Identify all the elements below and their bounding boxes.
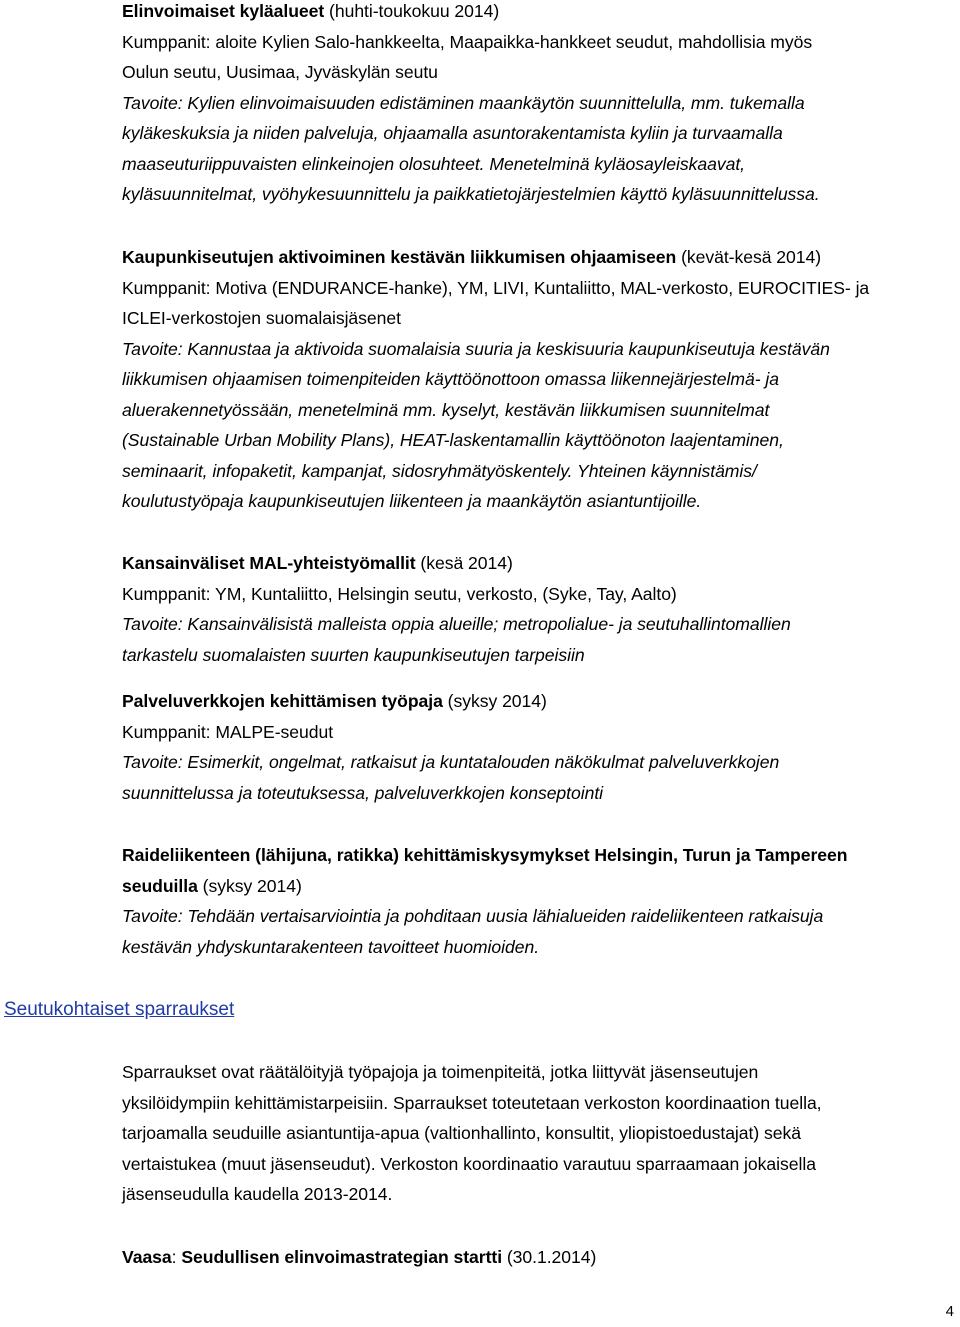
goal-line: (Sustainable Urban Mobility Plans), HEAT-laskentamallin käyttöönoton laajentaminen, bbox=[122, 430, 784, 450]
goal-line: kyläkeskuksia ja niiden palveluja, ohjaamalla asuntorakentamista kyliin ja turvaamalla bbox=[122, 123, 783, 143]
goal-line: Tavoite: Kannustaa ja aktivoida suomalaisia suuria ja keskisuuria kaupunkiseutuja kestävän bbox=[122, 338, 830, 359]
goal-line: Tavoite: Kansainvälisistä malleista oppia alueille; metropolialue- ja seutuhallintomallien bbox=[122, 614, 791, 634]
goal-line: maaseuturiippuvaisten elinkeinojen olosuhteet. Menetelminä kyläosayleiskaavat, bbox=[122, 153, 745, 174]
goal-line: aluerakennetyössään, menetelminä mm. kyselyt, kestävän liikkumisen suunnitelmat bbox=[122, 399, 770, 420]
partners-line: Kumppanit: MALPE-seudut bbox=[122, 721, 334, 742]
goal-line: Tavoite: Kylien elinvoimaisuuden edistäminen maankäytön suunnittelulla, mm. tukemalla bbox=[122, 92, 805, 113]
goal-line: seminaarit, infopaketit, kampanjat, sidosryhmätyöskentely. Yhteinen käynnistämis/ bbox=[122, 460, 757, 481]
partners-line: Kumppanit: aloite Kylien Salo-hankkeelta, Maapaikka-hankkeet seudut, mahdollisia myös bbox=[122, 31, 813, 52]
section-title: Palveluverkkojen kehittämisen työpaja (syksy 2014) bbox=[122, 691, 547, 711]
partners-line: Oulun seutu, Uusimaa, Jyväskylän seutu bbox=[122, 62, 438, 82]
goal-line: kyläsuunnitelmat, vyöhykesuunnittelu ja paikkatietojärjestelmien käyttö kyläsuunnittelussa. bbox=[122, 184, 820, 204]
goal-line: kestävän yhdyskuntarakenteen tavoitteet huomioiden. bbox=[122, 936, 540, 957]
goal-line: suunnittelussa ja toteutuksessa, palveluverkkojen konseptointi bbox=[122, 782, 604, 803]
vaasa-title: Vaasa: Seudullisen elinvoimastrategian startti (30.1.2014) bbox=[122, 1247, 597, 1267]
page-number: 4 bbox=[945, 1303, 954, 1320]
section-title: Kansainväliset MAL-yhteistyömallit (kesä 2014) bbox=[122, 553, 513, 573]
goal-line: koulutustyöpaja kaupunkiseutujen liikenteen ja maankäytön asiantuntijoille. bbox=[122, 491, 702, 511]
section-title: Kaupunkiseutujen aktivoiminen kestävän liikkumisen ohjaamiseen (kevät-kesä 2014) bbox=[122, 247, 822, 267]
partners-line: ICLEI-verkostojen suomalaisjäsenet bbox=[122, 308, 401, 328]
section-title: Raideliikenteen (lähijuna, ratikka) kehittämiskysymykset Helsingin, Turun ja Tampereen bbox=[122, 845, 848, 865]
section-kansainvaliset-mal-yhteistyomallit bbox=[122, 548, 952, 670]
paragraph-line: yksilöidympiin kehittämistarpeisiin. Sparraukset toteutetaan verkoston koordinaation tuella, bbox=[122, 1092, 822, 1113]
section-palveluverkkojen-tyopaja bbox=[122, 686, 952, 808]
goal-line: Tavoite: Tehdään vertaisarviointia ja pohditaan uusia lähialueiden raideliikenteen ratkaisuja bbox=[122, 906, 824, 926]
section-raideliikenteen-kehittamiskysymykset bbox=[122, 840, 952, 962]
partners-line: Kumppanit: YM, Kuntaliitto, Helsingin seutu, verkosto, (Syke, Tay, Aalto) bbox=[122, 583, 677, 604]
vaasa-item bbox=[122, 1242, 952, 1273]
partners-line: Kumppanit: Motiva (ENDURANCE-hanke), YM, LIVI, Kuntaliitto, MAL-verkosto, EUROCITIES- ja bbox=[122, 277, 870, 298]
paragraph-line: jäsenseudulla kaudella 2013-2014. bbox=[122, 1184, 393, 1204]
section-kaupunkiseutujen-aktivoiminen bbox=[122, 242, 952, 517]
sparraukset-paragraph bbox=[122, 1057, 952, 1210]
paragraph-line: vertaistukea (muut jäsenseudut). Verkoston koordinaatio varautuu sparraamaan jokaisella bbox=[122, 1153, 816, 1174]
section-title-continued: seuduilla (syksy 2014) bbox=[122, 875, 302, 896]
paragraph-line: tarjoamalla seuduille asiantuntija-apua (valtionhallinto, konsultit, yliopistoedustajat) sekä bbox=[122, 1123, 801, 1143]
section-elinvoimaiset-kylaalueet bbox=[122, 0, 952, 210]
paragraph-line: Sparraukset ovat räätälöityjä työpajoja ja toimenpiteitä, jotka liittyvät jäsenseutujen bbox=[122, 1062, 759, 1082]
goal-line: Tavoite: Esimerkit, ongelmat, ratkaisut ja kuntatalouden näkökulmat palveluverkkojen bbox=[122, 752, 780, 772]
goal-line: liikkumisen ohjaamisen toimenpiteiden käyttöönottoon omassa liikennejärjestelmä- ja bbox=[122, 369, 779, 389]
seutukohtaiset-sparraukset-heading-link[interactable]: Seutukohtaiset sparraukset bbox=[4, 999, 235, 1020]
section-title: Elinvoimaiset kyläalueet (huhti-toukokuu 2014) bbox=[122, 1, 500, 21]
goal-line: tarkastelu suomalaisten suurten kaupunkiseutujen tarpeisiin bbox=[122, 644, 585, 665]
